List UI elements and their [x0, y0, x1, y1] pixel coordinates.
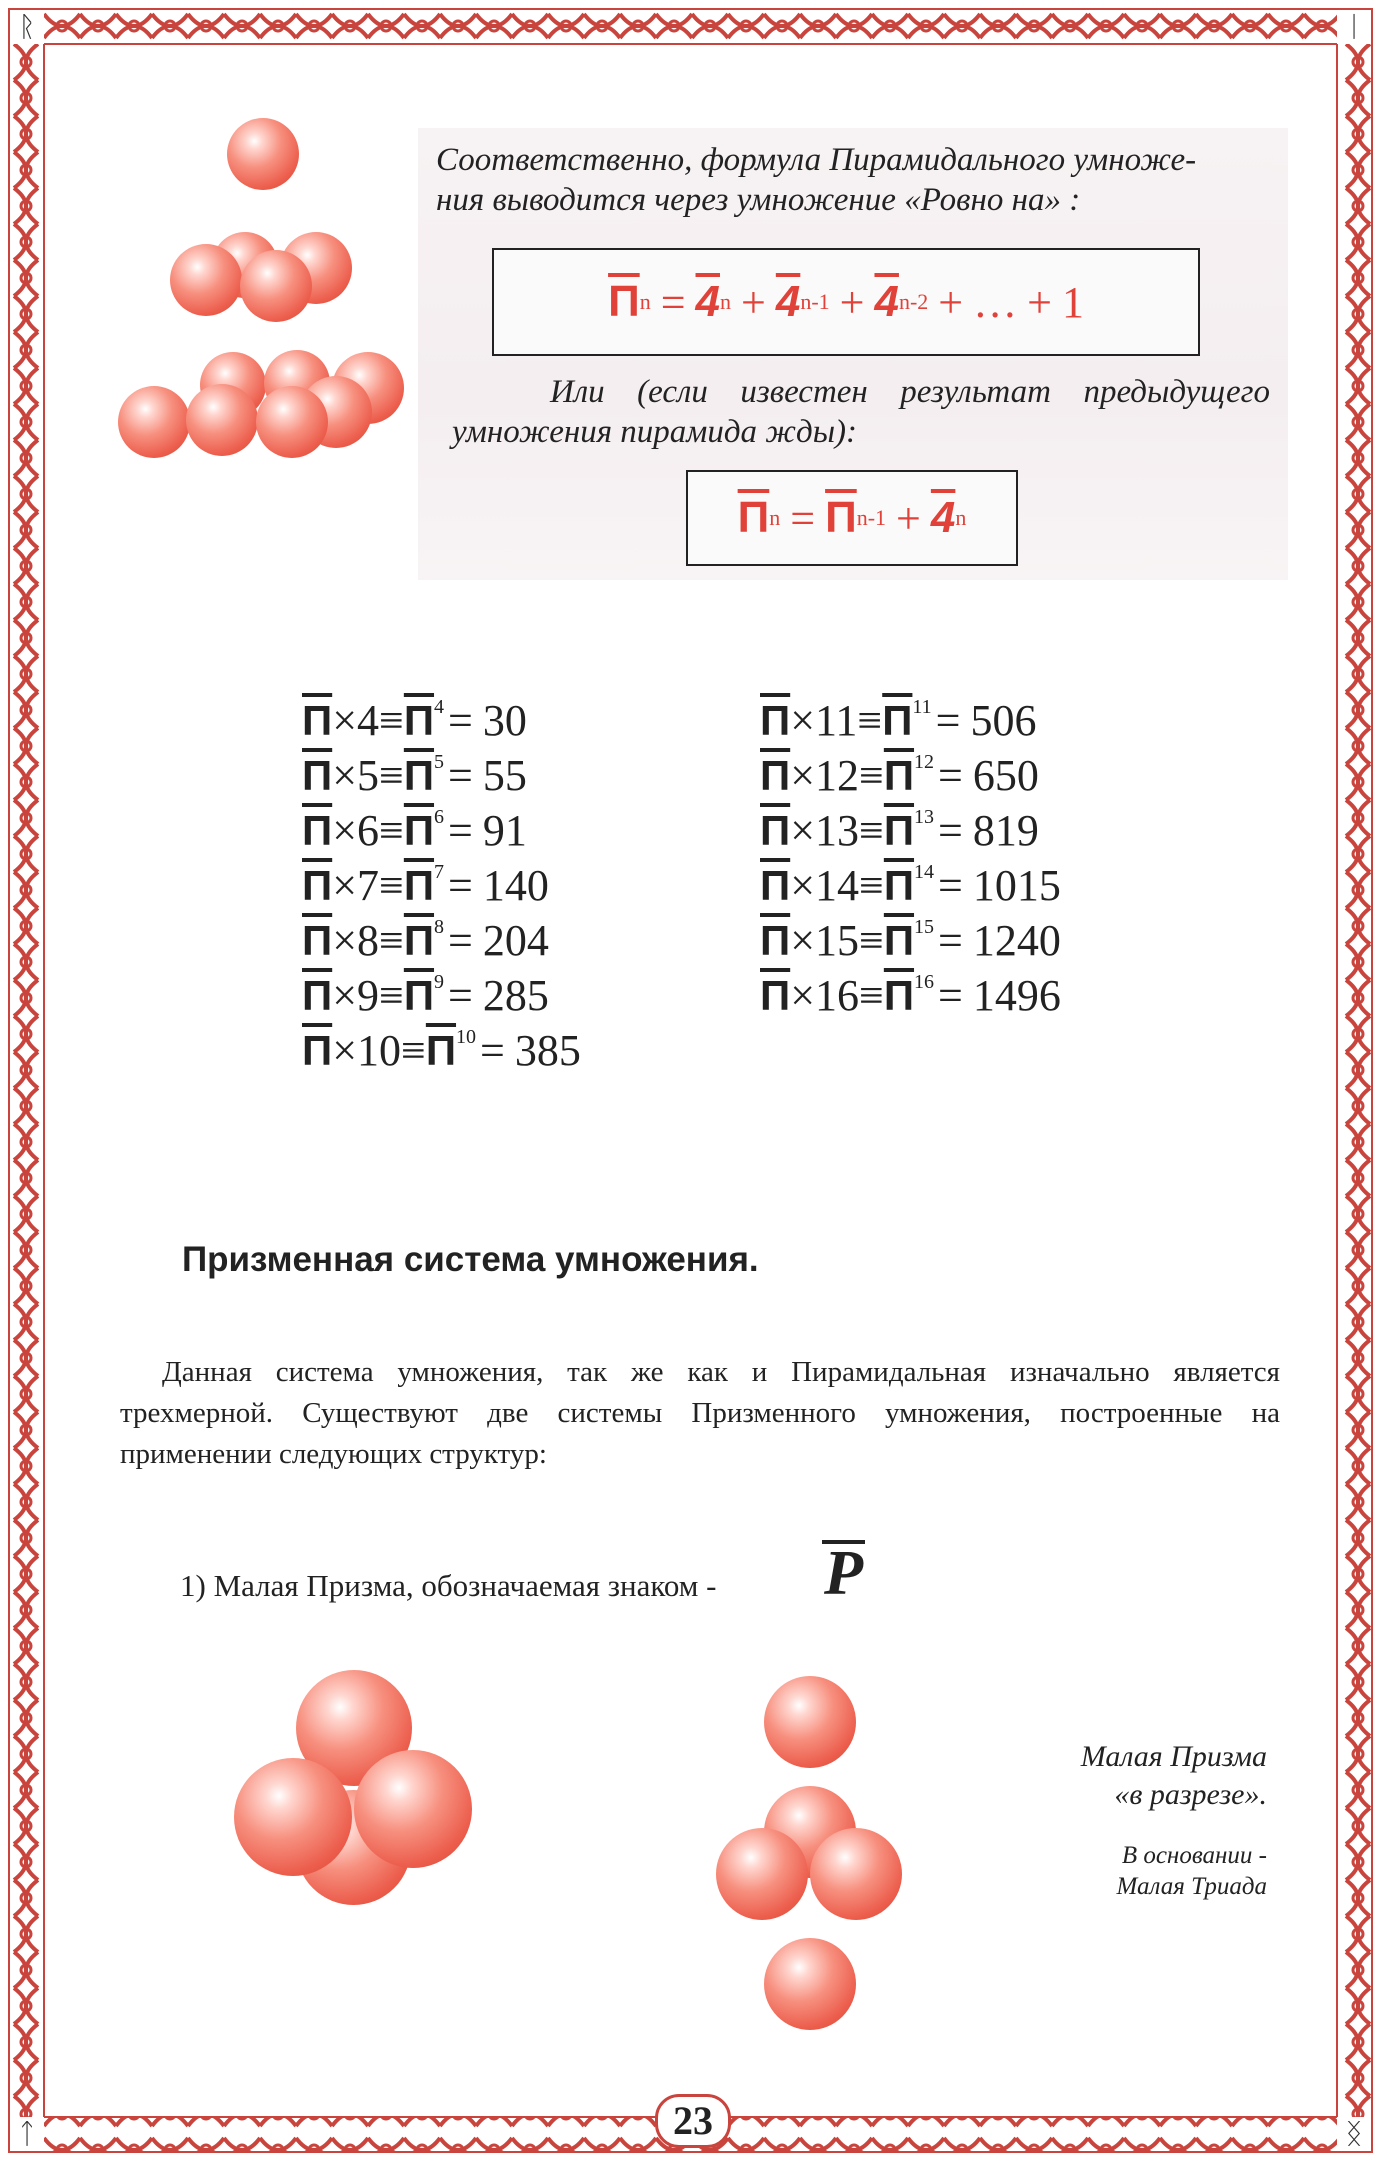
times-sign: ×: [332, 861, 358, 910]
table-row: [302, 790, 581, 855]
table-row: [760, 680, 1061, 745]
pi-symbol: П: [403, 807, 435, 854]
exponent: 7: [434, 861, 445, 883]
corner-rune-top-right: ᛁ: [1337, 10, 1371, 44]
equiv-sign: ≡: [379, 751, 404, 800]
times-sign: ×: [790, 751, 816, 800]
exponent: n: [720, 289, 731, 314]
corner-rune-bottom-left: ᛏ: [10, 2117, 44, 2151]
caption-line: В основании -: [1121, 1842, 1267, 1869]
equals-sign: =: [660, 277, 686, 327]
result-value: 285: [482, 971, 549, 1020]
plus-sign: +: [938, 277, 964, 327]
sphere: [170, 244, 242, 316]
plus-sign: +: [741, 277, 766, 327]
multiplier: 14: [815, 861, 860, 910]
pi-symbol: П: [737, 493, 770, 542]
table-row: [760, 735, 1061, 800]
result-value: 650: [972, 751, 1039, 800]
result-value: 91: [482, 806, 527, 855]
pi-symbol: П: [760, 862, 791, 909]
sphere: [240, 250, 312, 322]
sphere: [716, 1828, 808, 1920]
pi-symbol: П: [883, 862, 915, 909]
intro-line: ния выводится через умножение «Ровно на» :: [436, 182, 1081, 218]
pi-symbol: П: [425, 1027, 457, 1074]
pi-symbol: П: [883, 752, 915, 799]
equiv-sign: ≡: [859, 916, 884, 965]
exponent: n-1: [800, 289, 830, 314]
multiplier: 8: [357, 916, 380, 965]
pi-symbol: П: [302, 972, 333, 1019]
section-paragraph: Данная система умножения, так же как и Пирамидальная изначально является трехмерной. Существуют две системы Призменного умножения, построенные на применении следующих структур:: [120, 1356, 1280, 1470]
table-row: [760, 790, 1061, 855]
result-value: 140: [482, 861, 549, 910]
corner-rune-bottom-right: ᛝ: [1337, 2117, 1371, 2151]
pi-symbol: П: [403, 972, 435, 1019]
pyramid-table-left: [302, 680, 581, 1075]
result-value: 1015: [972, 861, 1061, 910]
equals-sign: =: [938, 751, 963, 800]
exponent: 10: [456, 1026, 477, 1048]
exponent: n-2: [898, 289, 929, 314]
multiplier: 5: [357, 751, 380, 800]
intro-text: [436, 140, 1196, 220]
result-value: 506: [970, 696, 1037, 745]
pi-symbol: П: [760, 917, 791, 964]
caption-line: Малая Призма: [1080, 1740, 1267, 1773]
plus-sign: +: [1027, 277, 1052, 327]
equiv-sign: ≡: [859, 971, 884, 1020]
pi-symbol: П: [403, 752, 435, 799]
sphere: [227, 118, 299, 190]
table-row: [302, 735, 581, 800]
caption-line: Малая Триада: [1116, 1873, 1267, 1900]
exponent: 6: [434, 806, 445, 828]
multiplier: 15: [815, 916, 860, 965]
formula-box-main: [492, 248, 1200, 356]
result-value: 1496: [972, 971, 1061, 1020]
times-sign: ×: [332, 696, 358, 745]
multiplier: 10: [357, 1026, 402, 1075]
pi-symbol: П: [302, 697, 333, 744]
alt-text: [452, 372, 1270, 452]
result-value: 30: [482, 696, 527, 745]
section-title: Призменная система умножения.: [182, 1240, 759, 1279]
exponent: 4: [434, 696, 445, 718]
multiplier: 16: [815, 971, 860, 1020]
times-sign: ×: [332, 916, 358, 965]
equiv-sign: ≡: [857, 696, 883, 745]
sphere: [764, 1938, 856, 2030]
formula-box-recursive: [686, 470, 1018, 566]
exponent: n: [639, 289, 651, 314]
pi-symbol: П: [760, 752, 791, 799]
sphere: [256, 386, 328, 458]
intro-line: Соответственно, формула Пирамидального умноже-: [436, 142, 1197, 178]
equiv-sign: ≡: [379, 696, 404, 745]
pi-symbol: П: [883, 807, 915, 854]
plus-sign: +: [896, 493, 921, 543]
pi-symbol: П: [403, 862, 435, 909]
pi-symbol: П: [760, 972, 791, 1019]
four-symbol: 4: [930, 493, 956, 542]
caption-title: [1081, 1738, 1267, 1814]
alt-line: Или (если известен результат предыдущего: [549, 374, 1270, 410]
multiplier: 11: [815, 696, 858, 745]
pi-symbol: П: [608, 277, 640, 326]
equiv-sign: ≡: [859, 806, 884, 855]
sphere: [118, 386, 190, 458]
equals-sign: =: [938, 916, 963, 965]
exponent: n: [955, 505, 967, 530]
pyramid-table-right: [760, 680, 1061, 1020]
caption-line: «в разрезе».: [1114, 1778, 1267, 1811]
equiv-sign: ≡: [379, 971, 404, 1020]
equals-sign: =: [938, 861, 963, 910]
sphere: [186, 384, 258, 456]
times-sign: ×: [790, 696, 816, 745]
exponent: 8: [434, 916, 445, 938]
exponent: n-1: [856, 505, 887, 530]
multiplier: 13: [815, 806, 860, 855]
page-number: 23: [655, 2094, 731, 2148]
pi-symbol: П: [883, 917, 915, 964]
equals-sign: =: [448, 971, 473, 1020]
four-symbol: 4: [775, 277, 801, 326]
list-item-small-prism: 1) Малая Призма, обозначаемая знаком -: [180, 1568, 717, 1603]
pi-symbol: П: [882, 697, 913, 744]
pi-symbol: П: [760, 697, 791, 744]
table-row: [302, 1010, 581, 1075]
equals-sign: =: [480, 1026, 505, 1075]
result-value: 55: [482, 751, 527, 800]
result-value: 1240: [972, 916, 1061, 965]
table-row: [302, 845, 581, 910]
caption-subtitle: [1117, 1840, 1267, 1902]
equals-sign: =: [448, 861, 473, 910]
sphere: [810, 1828, 902, 1920]
pi-symbol: П: [302, 1027, 333, 1074]
prism-sign: P: [824, 1537, 864, 1608]
times-sign: ×: [790, 971, 816, 1020]
equals-sign: =: [448, 696, 473, 745]
pi-symbol: П: [760, 807, 791, 854]
ellipsis: …: [973, 277, 1018, 327]
pi-symbol: П: [883, 972, 915, 1019]
table-row: [302, 955, 581, 1020]
table-row: [760, 955, 1061, 1020]
equiv-sign: ≡: [379, 806, 404, 855]
equiv-sign: ≡: [379, 861, 404, 910]
exponent: n: [769, 505, 781, 530]
sphere: [234, 1758, 352, 1876]
exponent: 14: [914, 861, 935, 883]
one: 1: [1061, 277, 1084, 327]
exponent: 9: [434, 971, 445, 993]
times-sign: ×: [332, 971, 358, 1020]
exponent: 13: [914, 806, 935, 828]
times-sign: ×: [332, 751, 358, 800]
equals-sign: =: [448, 806, 473, 855]
times-sign: ×: [790, 861, 816, 910]
equiv-sign: ≡: [401, 1026, 426, 1075]
result-value: 204: [482, 916, 549, 965]
result-value: 819: [972, 806, 1039, 855]
multiplier: 6: [357, 806, 380, 855]
table-row: [760, 900, 1061, 965]
corner-rune-top-left: ᚱ: [10, 10, 44, 44]
pi-symbol: П: [403, 697, 435, 744]
sphere: [764, 1676, 856, 1768]
multiplier: 9: [357, 971, 380, 1020]
table-row: [760, 845, 1061, 910]
multiplier: 12: [815, 751, 860, 800]
pi-symbol: П: [302, 862, 333, 909]
alt-line: умножения пирамида жды):: [452, 414, 858, 450]
sphere: [354, 1750, 472, 1868]
exponent: 5: [434, 751, 445, 773]
multiplier: 7: [357, 861, 380, 910]
pi-symbol: П: [302, 807, 333, 854]
four-symbol: 4: [695, 277, 720, 326]
equals-sign: =: [935, 696, 961, 745]
equiv-sign: ≡: [859, 751, 884, 800]
equals-sign: =: [938, 806, 963, 855]
equals-sign: =: [448, 916, 473, 965]
pi-symbol: П: [403, 917, 435, 964]
times-sign: ×: [790, 916, 816, 965]
four-symbol: 4: [874, 277, 899, 326]
equiv-sign: ≡: [859, 861, 884, 910]
times-sign: ×: [790, 806, 816, 855]
equiv-sign: ≡: [379, 916, 404, 965]
exponent: 16: [914, 971, 935, 993]
exponent: 15: [914, 916, 935, 938]
equals-sign: =: [790, 493, 816, 543]
result-value: 385: [514, 1026, 581, 1075]
exponent: 12: [914, 751, 935, 773]
plus-sign: +: [839, 277, 865, 327]
multiplier: 4: [357, 696, 380, 745]
table-row: [302, 900, 581, 965]
times-sign: ×: [332, 806, 358, 855]
equals-sign: =: [448, 751, 473, 800]
table-row: [302, 680, 581, 745]
equals-sign: =: [938, 971, 963, 1020]
pi-symbol: П: [302, 917, 333, 964]
times-sign: ×: [332, 1026, 358, 1075]
pi-symbol: П: [302, 752, 333, 799]
pi-symbol: П: [825, 493, 857, 542]
exponent: 11: [912, 696, 932, 718]
